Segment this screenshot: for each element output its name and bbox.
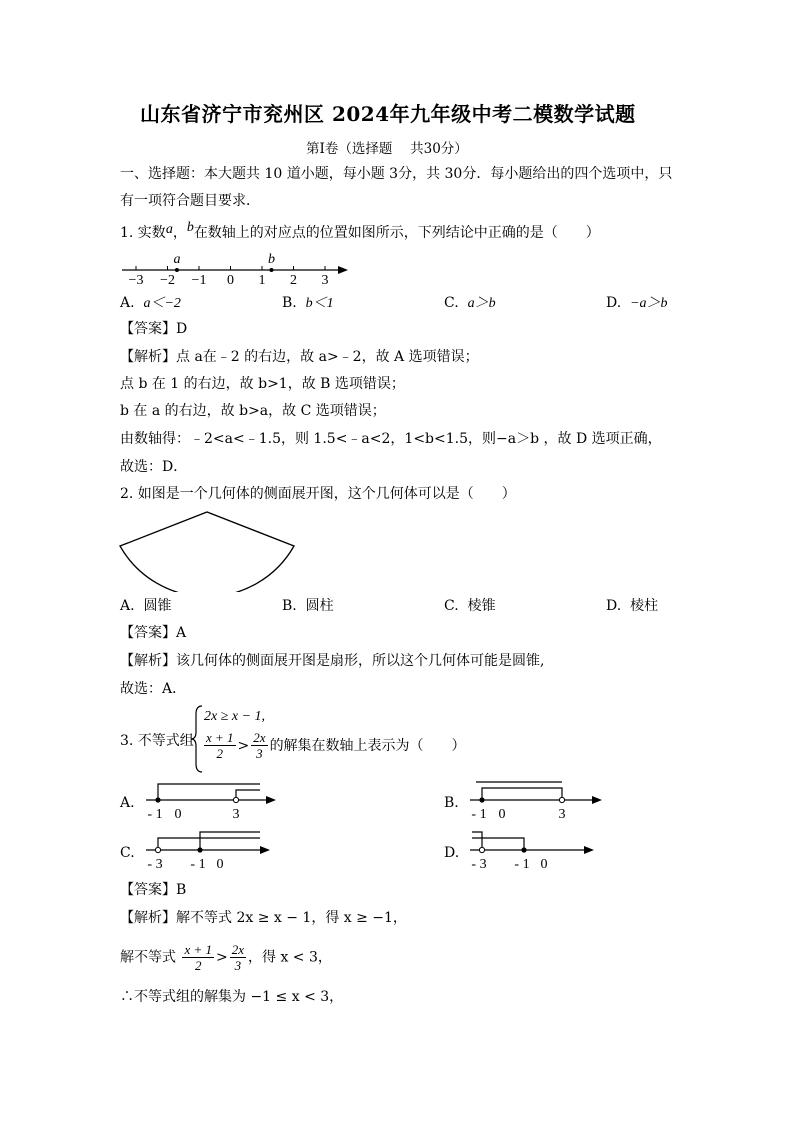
q3-option-d-label: D. [444, 845, 460, 861]
arrow-icon [584, 846, 594, 854]
q3-option-c-number-line [140, 826, 274, 872]
q3-analysis-2-post: ，得 x < 3， [248, 949, 332, 966]
q3-c-solid-dot [197, 847, 202, 852]
q3-d-hollow-dot [479, 847, 484, 852]
q3-c-hollow-dot [155, 847, 160, 852]
q3-analysis-fraction-1 [182, 942, 214, 973]
q3-b-solid-dot [479, 797, 484, 802]
q3-stem-post: 的解集在数轴上表示为（ ） [269, 738, 466, 754]
q3-gt-sign: > [237, 738, 250, 754]
q1-option-b-text: b＜1 [305, 296, 334, 311]
q1-tick-label: −1 [191, 273, 207, 286]
q3-analysis-frac2-den: 3 [234, 958, 242, 973]
q1-point-b-label: b [267, 252, 275, 267]
q1-stem-pre: 1. 实数 [120, 225, 166, 241]
q1-tick-label: 3 [321, 273, 329, 286]
q3-inequality-2 [202, 730, 466, 761]
arrow-icon [592, 796, 602, 804]
q3-a-tick-label: - 1 [147, 807, 163, 822]
q3-analysis-2-pre: 解不等式 [120, 949, 176, 966]
q3-option-a-number-line [140, 780, 280, 822]
q3-b-tick-label: 0 [498, 807, 506, 822]
q1-stem-post: 在数轴上的对应点的位置如图所示，下列结论中正确的是（ ） [193, 225, 600, 241]
q3-fraction-1 [204, 730, 236, 761]
q3-option-c-label: C. [120, 845, 135, 861]
q3-analysis-line: ∴不等式组的解集为 −1 ≤ x < 3， [120, 989, 344, 1005]
q1-analysis-line: b 在 a 的右边，故 b>a，故 C 选项错误； [120, 403, 386, 419]
q3-analysis-frac1-num: x + 1 [184, 942, 212, 957]
q3-d-tick-label: - 1 [514, 857, 530, 872]
q3-c-tick-label: - 3 [147, 857, 163, 872]
q1-tick-label: −2 [160, 273, 175, 286]
q3-b-tick-label: 3 [558, 807, 566, 822]
q2-option-d [606, 597, 658, 615]
q3-analysis-fraction-2 [230, 942, 246, 973]
q2-analysis-line: 【解析】该几何体的侧面展开图是扇形，所以这个几何体可能是圆锥, [120, 653, 545, 669]
q1-tick-label: 0 [227, 273, 234, 286]
q3-stem-pre: 3. 不等式组 [120, 733, 194, 749]
q1-number-line [118, 248, 353, 286]
q3-b-tick-label: - 1 [471, 807, 487, 822]
q1-var-b: b [186, 220, 194, 235]
q1-point-a-label: a [173, 252, 181, 267]
q3-d-tick-label: - 3 [471, 857, 487, 872]
q1-option-c-label: C. [444, 295, 459, 311]
q3-a-tick-label: 3 [232, 807, 240, 822]
q3-b-hollow-dot [559, 797, 564, 802]
q1-analysis-line: 【解析】点 a在﹣2 的右边，故 a>﹣2，故 A 选项错误； [120, 349, 479, 365]
q2-option-a-text: 圆锥 [143, 598, 172, 614]
q3-analysis-frac2-num: 2x [231, 942, 245, 957]
q1-point-a [175, 268, 179, 272]
q3-inequality-1: 2x ≥ x − 1, [204, 709, 266, 724]
q3-c-tick-label: 0 [216, 857, 224, 872]
section-heading: 第Ⅰ卷（选择题 共30分） [306, 141, 468, 157]
q2-option-b [282, 597, 334, 615]
q1-var-a: a [165, 222, 173, 237]
q1-option-c-text: a＞b [467, 296, 496, 311]
q3-c-tick-label: - 1 [190, 857, 206, 872]
q2-option-d-text: 棱柱 [630, 598, 659, 614]
q3-frac1-den: 2 [216, 746, 224, 761]
q2-option-d-label: D. [606, 598, 622, 614]
q3-option-b-number-line [464, 776, 606, 822]
q3-frac2-num: 2x [253, 730, 266, 745]
q1-tick-label: 2 [290, 273, 297, 286]
q1-option-a-text: a＜−2 [143, 296, 181, 311]
q1-tick-label: −3 [128, 273, 144, 286]
q1-analysis-line: 故选：D． [120, 459, 188, 475]
q3-analysis-line: 【解析】解不等式 2x ≥ x − 1，得 x ≥ −1， [120, 910, 407, 926]
q1-option-a [120, 294, 181, 313]
arrow-icon [266, 796, 276, 804]
q3-a-solid-dot [155, 797, 160, 802]
q3-a-tick-label: 0 [174, 807, 182, 822]
q2-sector-figure [116, 508, 300, 592]
q1-option-b-label: B. [282, 295, 297, 311]
q1-option-b [282, 294, 334, 313]
q1-point-b [269, 268, 273, 272]
page-title: 山东省济宁市兖州区 2024年九年级中考二模数学试题 [140, 102, 636, 126]
q1-var-sep: ， [172, 225, 187, 241]
arrow-icon [260, 846, 270, 854]
q2-answer: 【答案】A [120, 625, 187, 641]
q2-option-c-label: C. [444, 598, 459, 614]
q1-analysis-line: 点 b 在 1 的右边，故 b>1，故 B 选项错误； [120, 376, 405, 392]
q3-frac2-den: 3 [256, 746, 263, 761]
instructions-line-1: 一、选择题：本大题共 10 道小题，每小题 3分，共 30分．每小题给出的四个选项中，只 [120, 166, 673, 182]
q2-option-a [120, 597, 171, 615]
q1-stem [120, 220, 600, 243]
q3-analysis-gt: > [216, 949, 228, 966]
q2-stem: 2. 如图是一个几何体的侧面展开图，这个几何体可以是（ ） [120, 486, 516, 502]
q3-d-solid-dot [521, 847, 526, 852]
q1-tick-group [129, 266, 329, 286]
q3-analysis-line-2 [120, 942, 332, 973]
q3-fraction-2 [251, 730, 267, 761]
q2-option-b-text: 圆柱 [305, 598, 334, 614]
q1-analysis-line: 由数轴得：﹣2<a<﹣1.5，则 1.5<﹣a<2，1<b<1.5，则−a＞b ，故 D 选项正确， [120, 431, 662, 447]
q3-answer: 【答案】B [120, 882, 187, 898]
q1-option-d-label: D. [606, 295, 622, 311]
q1-answer: 【答案】D [120, 321, 188, 337]
q3-a-hollow-dot [233, 797, 238, 802]
q2-option-b-label: B. [282, 598, 297, 614]
q3-d-tick-label: 0 [540, 857, 548, 872]
q3-option-d-number-line [464, 826, 598, 872]
q3-frac1-num: x + 1 [206, 730, 234, 745]
instructions-line-2: 有一项符合题目要求． [120, 193, 260, 209]
q3-option-b-label: B. [444, 795, 459, 811]
arrow-icon [338, 266, 348, 274]
q1-tick-label: 1 [258, 273, 266, 286]
q2-option-c [444, 597, 496, 615]
q1-option-d-text: −a＞b [630, 296, 668, 311]
q2-option-c-text: 棱锥 [467, 598, 496, 614]
q1-option-a-label: A. [120, 295, 135, 311]
q2-option-a-label: A. [120, 598, 135, 614]
q2-analysis-line: 故选：A． [120, 681, 187, 697]
q1-option-d [606, 294, 668, 313]
q3-analysis-frac1-den: 2 [194, 958, 202, 973]
q1-option-c [444, 294, 496, 313]
q3-option-a-label: A. [120, 795, 135, 811]
